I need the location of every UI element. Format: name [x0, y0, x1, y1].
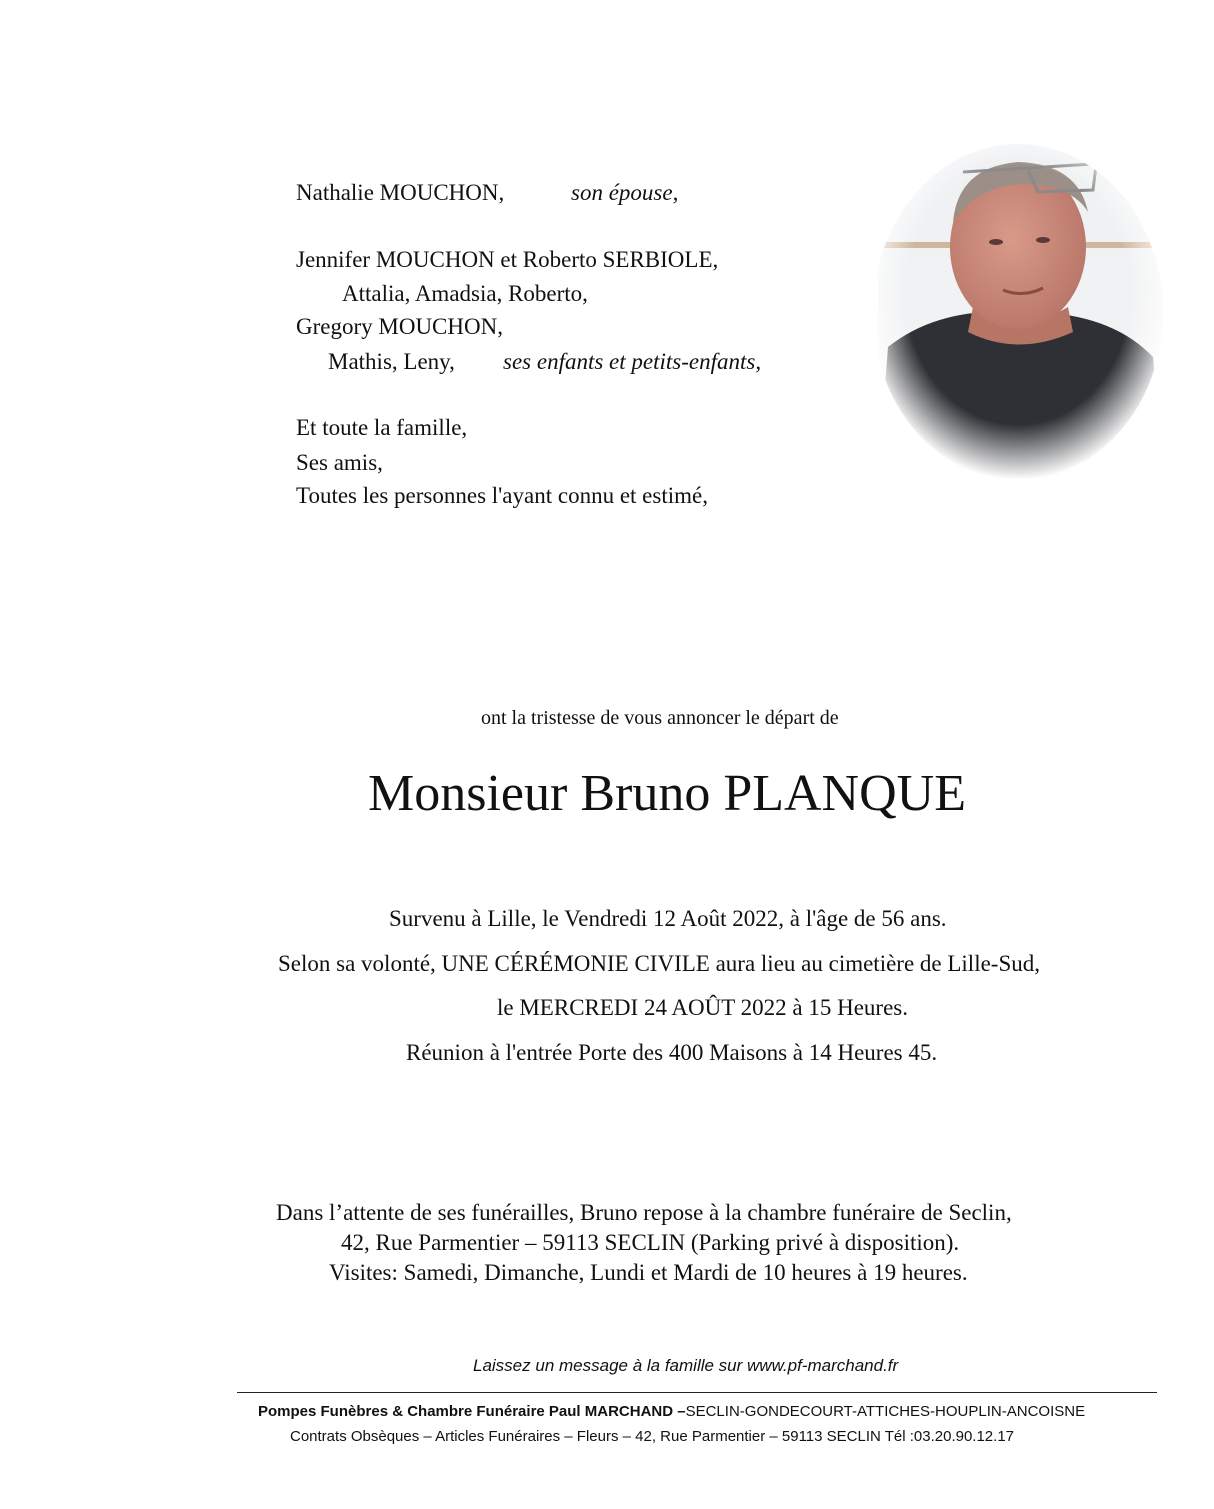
spouse-name: Nathalie MOUCHON, [296, 180, 505, 205]
grandchildren-2: Mathis, Leny, [328, 349, 455, 374]
message-link[interactable]: Laissez un message à la famille sur www.pf-marchand.fr [473, 1356, 899, 1375]
acquaintances: Toutes les personnes l'ayant connu et estimé, [296, 483, 708, 508]
ceremony-info: Selon sa volonté, UNE CÉRÉMONIE CIVILE aura lieu au cimetière de Lille-Sud, [278, 951, 1040, 976]
portrait-photo [878, 142, 1163, 478]
company-name: Pompes Funèbres & Chambre Funéraire Paul MARCHAND – [258, 1403, 686, 1420]
announcement-intro: ont la tristesse de vous annoncer le départ de [481, 707, 839, 729]
death-info: Survenu à Lille, le Vendredi 12 Août 2022, à l'âge de 56 ans. [389, 906, 947, 931]
grandchildren-1: Attalia, Amadsia, Roberto, [342, 281, 588, 306]
company-towns: SECLIN-GONDECOURT-ATTICHES-HOUPLIN-ANCOISNE [685, 1403, 1086, 1420]
rest-location: Dans l’attente de ses funérailles, Bruno repose à la chambre funéraire de Seclin, [276, 1200, 1012, 1225]
ceremony-date: le MERCREDI 24 AOÛT 2022 à 15 Heures. [497, 995, 908, 1020]
rest-address: 42, Rue Parmentier – 59113 SECLIN (Parking privé à disposition). [341, 1230, 960, 1255]
child-1: Jennifer MOUCHON et Roberto SERBIOLE, [296, 247, 719, 272]
footer-divider [237, 1392, 1157, 1393]
whole-family: Et toute la famille, [296, 415, 468, 440]
visiting-hours: Visites: Samedi, Dimanche, Lundi et Mardi de 10 heures à 19 heures. [329, 1260, 968, 1285]
spouse-role: son épouse, [571, 180, 679, 205]
company-line [258, 1403, 1085, 1420]
company-services: Contrats Obsèques – Articles Funéraires – Fleurs – 42, Rue Parmentier – 59113 SECLIN Tél :03.20.90.12.17 [290, 1428, 1015, 1445]
friends: Ses amis, [296, 450, 383, 475]
deceased-name: Monsieur Bruno PLANQUE [368, 765, 966, 822]
child-2: Gregory MOUCHON, [296, 314, 503, 339]
meeting-info: Réunion à l'entrée Porte des 400 Maisons à 14 Heures 45. [406, 1040, 938, 1065]
children-role: ses enfants et petits-enfants, [503, 349, 762, 374]
